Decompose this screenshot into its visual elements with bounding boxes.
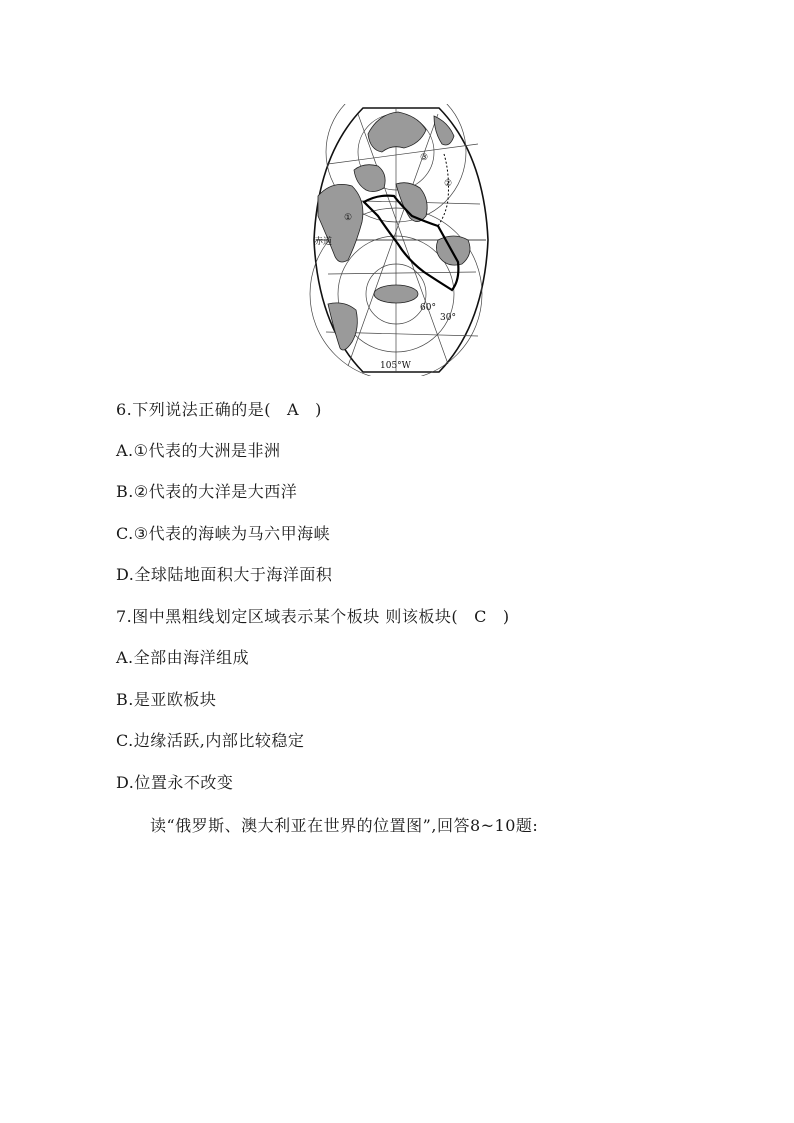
q7-stem (116, 607, 510, 627)
lat-30-label: 30° (440, 313, 456, 323)
lon-105w-label: 105°W (380, 361, 411, 371)
lat-60-label: 60° (420, 303, 436, 313)
q6-option-d: D.全球陆地面积大于海洋面积 (116, 565, 333, 584)
intro-8-10: 读“俄罗斯、澳大利亚在世界的位置图”,回答8~10题: (150, 816, 539, 835)
q7-option-a: A.全部由海洋组成 (116, 648, 250, 667)
q6-answer: A (287, 400, 300, 419)
q6-stem (116, 400, 322, 420)
marker-1: ① (344, 213, 353, 223)
q7-stem-prefix: 7.图中黑粗线划定区域表示某个板块 则该板块( (116, 607, 459, 626)
equator-label: 赤道 (314, 237, 333, 247)
q6-stem-suffix: ) (315, 400, 322, 419)
q6-option-a: A.①代表的大洲是非洲 (116, 441, 281, 460)
q6-option-b: B.②代表的大洋是大西洋 (116, 482, 298, 501)
world-map-figure (308, 104, 494, 376)
q7-option-c: C.边缘活跃,内部比较稳定 (116, 731, 305, 750)
q7-option-b: B.是亚欧板块 (116, 690, 217, 709)
q7-answer: C (474, 607, 487, 626)
q6-option-c: C.③代表的海峡为马六甲海峡 (116, 524, 331, 543)
marker-2: ② (444, 179, 453, 189)
marker-3: ③ (420, 153, 429, 163)
world-map-svg (308, 104, 494, 376)
q7-option-d: D.位置永不改变 (116, 773, 234, 792)
q6-stem-prefix: 6.下列说法正确的是( (116, 400, 272, 419)
q7-stem-suffix: ) (502, 607, 510, 626)
